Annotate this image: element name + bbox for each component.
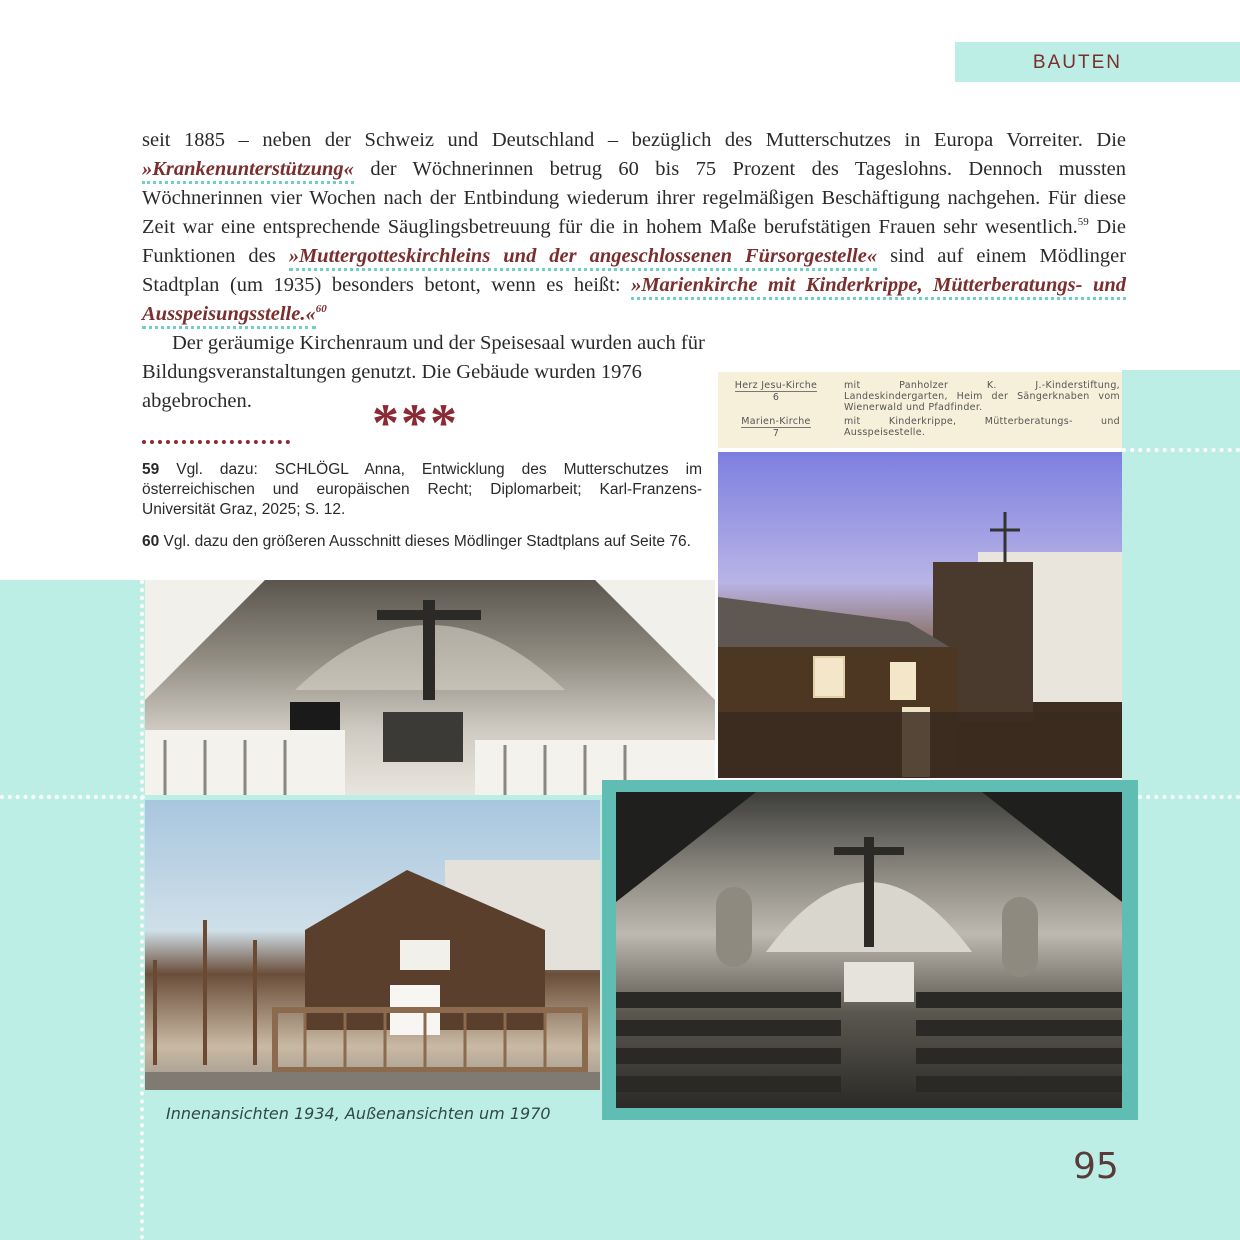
footnote-text: Vgl. dazu: SCHLÖGL Anna, Entwicklung des Mutterschutzes im österreichischen und europäischen Recht; Diplomarbeit; Karl-Franzens-Universität Graz, 2025; S. 12. xyxy=(142,461,702,518)
church-exterior-illustration xyxy=(718,452,1122,778)
church-exterior-illustration xyxy=(145,800,600,1090)
dotted-divider xyxy=(1122,448,1240,452)
map-legend-excerpt xyxy=(718,372,1122,448)
map-entry-number: 6 xyxy=(772,392,780,403)
footnote-number: 60 xyxy=(142,533,160,550)
photo-church-interior-nave xyxy=(616,792,1122,1108)
map-entry-name xyxy=(726,380,826,391)
church-interior-illustration xyxy=(616,792,1122,1108)
text-run: Die Funktionen des xyxy=(142,216,1126,267)
footnote-text: Vgl. dazu den größeren Ausschnitt dieses Mödlinger Stadtplans auf Seite 76. xyxy=(159,533,691,550)
photo-church-interior xyxy=(145,580,715,795)
footnote xyxy=(142,532,702,552)
dotted-divider xyxy=(1138,795,1240,799)
church-interior-illustration xyxy=(145,580,715,795)
paragraph xyxy=(142,126,1126,329)
footnote-number: 59 xyxy=(142,461,160,478)
map-entry-name-text: Herz Jesu-Kirche xyxy=(734,380,818,391)
map-entry-desc: mit Kinderkrippe, Mütterberatungs- und Ausspeisestelle. xyxy=(844,416,1120,438)
page-number: 95 xyxy=(1073,1146,1119,1187)
footnote-ref: 60 xyxy=(315,303,327,316)
map-entry-desc: mit Panholzer K. J.-Kinderstiftung, Landeskindergarten, Heim der Sängerknaben vom Wienerwald und Pfadfinder. xyxy=(844,380,1120,413)
text-run: der Wöchnerinnen betrug 60 bis 75 Prozent des Tageslohns. Dennoch mussten Wöchnerinnen vier Wochen nach der Entbindung wiederum ihrer regelmäßigen Beschäftigung nachgehen. Für diese Zeit war eine entsprechende Säuglingsbetreuung für die in hohem Maße berufstätigen Frauen sehr wesentlich. xyxy=(142,158,1126,238)
text-run: sind auf einem Mödlinger Stadtplan (um 1935) besonders betont, wenn es heißt: xyxy=(142,245,1127,296)
footnote xyxy=(142,460,702,520)
map-entry-name-text: Marien-Kirche xyxy=(741,416,811,427)
dotted-divider xyxy=(0,795,145,799)
section-separator: *** xyxy=(372,393,459,453)
highlighted-term: »Muttergotteskirchleins und der angeschlossenen Fürsorgestelle« xyxy=(289,245,877,271)
photo-caption: Innenansichten 1934, Außenansichten um 1970 xyxy=(166,1104,551,1123)
map-entry-name xyxy=(726,416,826,427)
photo-church-exterior xyxy=(718,452,1122,778)
section-label: BAUTEN xyxy=(1032,52,1122,73)
footnote-ref: 59 xyxy=(1077,216,1089,229)
highlighted-term: »Marienkirche mit Kinderkrippe, Mütterberatungs- und Ausspeisungsstelle.« xyxy=(142,274,1126,329)
text-run: seit 1885 – neben der Schweiz und Deutschland – bezüglich des Mutterschutzes in Europa Vorreiter. Die xyxy=(142,129,1126,151)
paragraph: Der geräumige Kirchenraum und der Speisesaal wurden auch für Bildungsveranstaltungen genutzt. Die Gebäude wurden 1976 abgebrochen. xyxy=(142,332,705,412)
background-band-right xyxy=(1122,370,1240,1240)
footnote-rule xyxy=(142,440,290,444)
photo-church-exterior-wooden-fence xyxy=(145,800,600,1090)
dotted-divider xyxy=(140,580,144,1240)
map-entry-number: 7 xyxy=(772,428,780,439)
highlighted-term: »Krankenunterstützung« xyxy=(142,158,354,184)
background-band-left xyxy=(0,580,145,1240)
